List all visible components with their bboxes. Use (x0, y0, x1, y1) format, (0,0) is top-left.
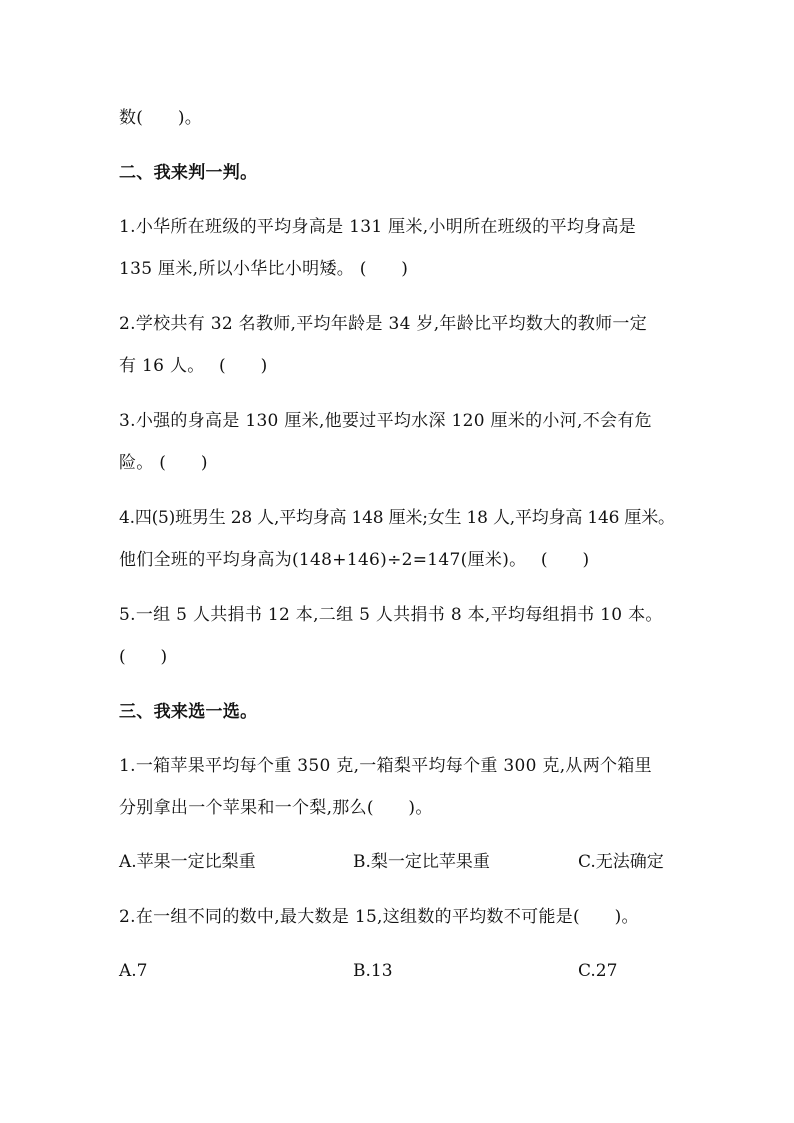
choice-q2-option-b: B.13 (353, 961, 393, 981)
choice-q1-option-b: B.梨一定比苹果重 (353, 852, 490, 872)
section-2-heading: 二、我来判一判。 (119, 163, 258, 183)
choice-q2-option-a: A.7 (119, 961, 148, 981)
choice-q1-option-c: C.无法确定 (578, 852, 664, 872)
judge-item-2-line-1: 2.学校共有 32 名教师,平均年龄是 34 岁,年龄比平均数大的教师一定 (119, 314, 648, 334)
choice-q2-option-c: C.27 (578, 961, 618, 981)
judge-item-3-line-1: 3.小强的身高是 130 厘米,他要过平均水深 120 厘米的小河,不会有危 (119, 411, 652, 431)
choice-q1-line-2: 分别拿出一个苹果和一个梨,那么( )。 (119, 798, 433, 818)
choice-q2-line-1: 2.在一组不同的数中,最大数是 15,这组数的平均数不可能是( )。 (119, 907, 639, 927)
continued-fragment: 数( )。 (119, 108, 203, 128)
judge-item-5-line-2: ( ) (119, 647, 168, 667)
judge-item-1-line-1: 1.小华所在班级的平均身高是 131 厘米,小明所在班级的平均身高是 (119, 217, 637, 237)
judge-item-4-line-1: 4.四(5)班男生 28 人,平均身高 148 厘米;女生 18 人,平均身高 146 厘米。 (119, 508, 675, 528)
choice-q1-option-a: A.苹果一定比梨重 (119, 852, 256, 872)
judge-item-3-line-2: 险。 ( ) (119, 453, 208, 473)
judge-item-1-line-2: 135 厘米,所以小华比小明矮。 ( ) (119, 259, 409, 279)
judge-item-5-line-1: 5.一组 5 人共捐书 12 本,二组 5 人共捐书 8 本,平均每组捐书 10 本。 (119, 605, 663, 625)
section-3-heading: 三、我来选一选。 (119, 702, 258, 722)
judge-item-4-line-2: 他们全班的平均身高为(148+146)÷2=147(厘米)。 ( ) (119, 550, 590, 570)
judge-item-2-line-2: 有 16 人。 ( ) (119, 356, 268, 376)
choice-q1-line-1: 1.一箱苹果平均每个重 350 克,一箱梨平均每个重 300 克,从两个箱里 (119, 756, 652, 776)
